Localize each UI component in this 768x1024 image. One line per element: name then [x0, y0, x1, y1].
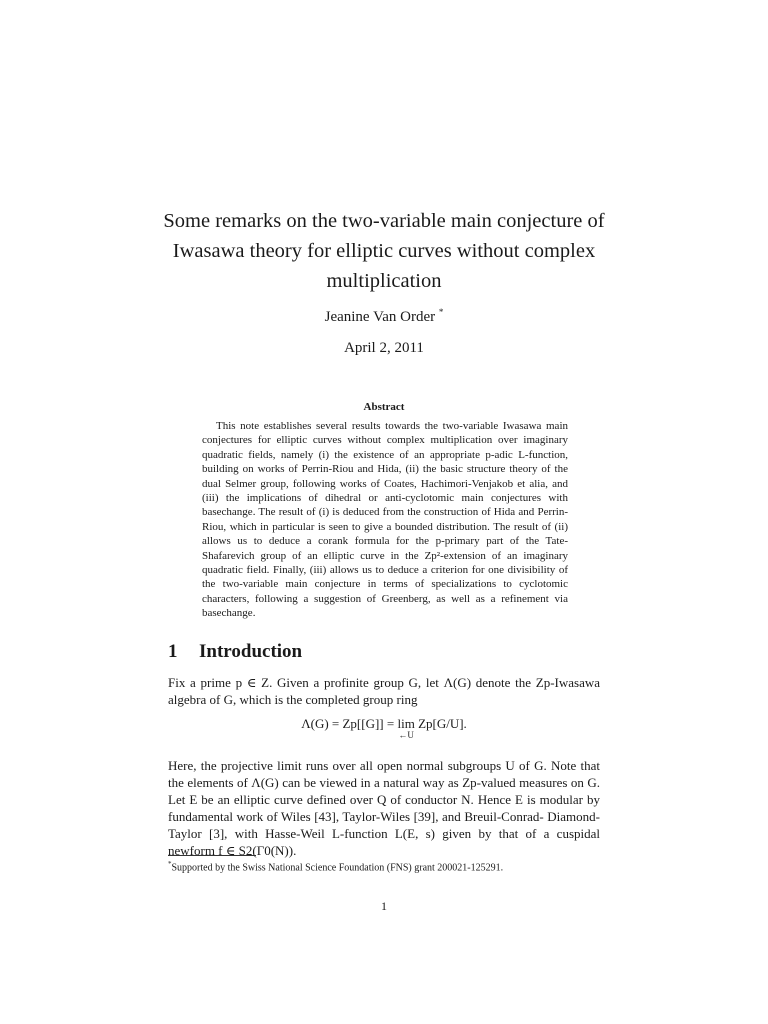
page-number: 1 — [381, 899, 387, 913]
abstract-text: This note establishes several results towards the two-variable Iwasawa main conjectures for elliptic curves without complex multiplication over imaginary quadratic fields, namely (i) the existence of an appropriate p-adic L-function, building on works of Perrin-Riou and Hida, (ii) the basic structure theory of the dual Selmer group, following works of Coates, Hachimori-Venjakob et alia, and (iii) the implications of dihedral or anti-cyclotomic main conjectures with basechange. The result of (i) is deduced from the construction of Hida and Perrin-Riou, which in particular is seen to give a bounded distribution. The result of (ii) allows us to deduce a corank formula for the p-primary part of the Tate-Shafarevich group of an elliptic curve in the Zp²-extension of an imaginary quadratic field. Finally, (iii) allows us to deduce a criterion for one divisibility of the two-variable main conjecture in terms of specializations to cyclotomic characters, following a suggestion of Greenberg, as well as a refinement via basechange. — [202, 420, 568, 620]
display-equation — [0, 716, 768, 740]
footnote-rule — [168, 855, 256, 856]
author-footnote-marker: * — [438, 307, 444, 317]
equation-lim-subscript: ←U — [398, 730, 414, 740]
footnote-marker: * — [168, 860, 172, 868]
paper-date: April 2, 2011 — [344, 340, 424, 356]
footnote-text: Supported by the Swiss National Science Foundation (FNS) grant 200021-125291. — [171, 862, 504, 874]
intro-paragraph-2: Here, the projective limit runs over all open normal subgroups U of G. Note that the elements of Λ(G) can be viewed in a natural way as Zp-valued measures on G. Let E be an elliptic curve defined over Q of conductor N. Hence E is modular by fundamental work of Wiles [43], Taylor-Wiles [39], and Breuil-Conrad- Diamond-Taylor [3], with Hasse-Weil L-function L(E, s) given by that of a cuspidal newform f ∈ S2(Γ0(N)). — [168, 758, 600, 858]
abstract-heading: Abstract — [363, 401, 405, 413]
section-title: Introduction — [199, 641, 303, 662]
equation-limit — [397, 716, 415, 740]
intro-paragraph-1: Fix a prime p ∈ Z. Given a profinite group G, let Λ(G) denote the Zp-Iwasawa algebra of G, which is the completed group ring — [168, 675, 600, 707]
author-name: Jeanine Van Order — [324, 309, 436, 325]
equation-rhs: Zp[G/U]. — [414, 716, 467, 731]
equation-lhs: Λ(G) = Zp[[G]] = — [301, 716, 398, 731]
equation-lim-text: lim — [397, 716, 415, 731]
section-number: 1 — [168, 641, 178, 662]
footnote — [168, 860, 600, 873]
author-line — [0, 307, 768, 326]
paper-title: Some remarks on the two-variable main conjecture of Iwasawa theory for elliptic curves without complex multiplication — [163, 210, 605, 292]
section-heading — [168, 641, 302, 663]
